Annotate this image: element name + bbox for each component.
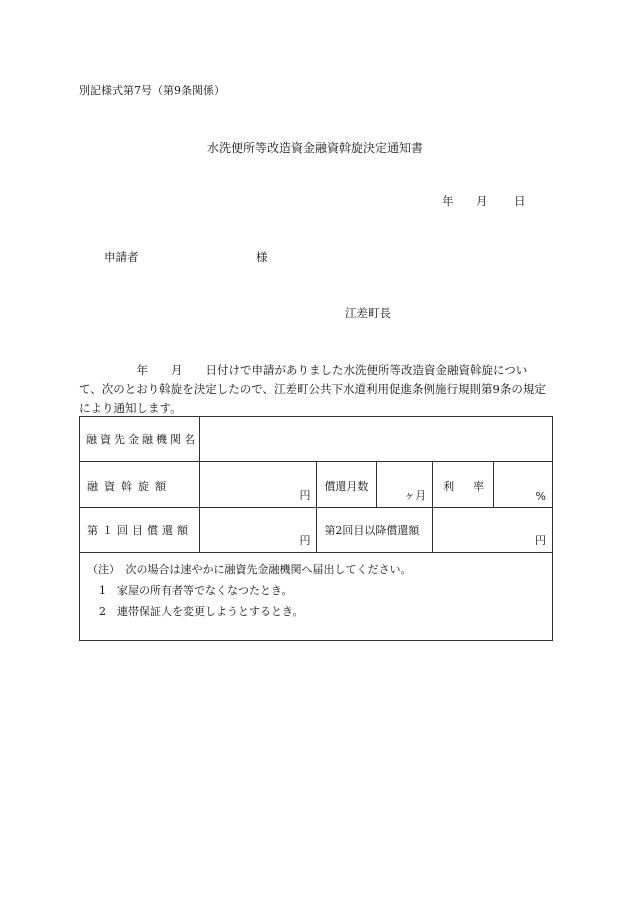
second-repay-label: 第2回目以降償還額	[317, 508, 433, 553]
body-line-3: により通知します。	[79, 401, 182, 415]
months-unit: ヶ月	[404, 489, 427, 502]
note-head: （注） 次の場合は速やかに融資先金融機関へ届出してください。	[87, 563, 412, 576]
yen-unit: 円	[535, 534, 546, 547]
date-month: 月	[476, 194, 488, 208]
document-title: 水洗便所等改造資金融資斡旋決定通知書	[207, 141, 424, 155]
repay-months-value	[376, 462, 432, 508]
body-line-1: 年 月 日付けで申請がありました水洗便所等改造資金融資斡旋につい	[79, 363, 528, 377]
interest-value	[493, 462, 553, 508]
first-repay-value	[199, 508, 317, 553]
repay-months-label: 償還月数	[317, 462, 376, 508]
form-reference: 別記様式第7号（第9条関係）	[79, 84, 225, 97]
amount-value	[199, 462, 317, 508]
note-item: 1 家屋の所有者等でなくなつたとき。	[99, 584, 293, 597]
yen-unit: 円	[299, 534, 311, 547]
issuer: 江差町長	[345, 306, 391, 320]
first-repay-label: 第１回目償還額	[80, 508, 200, 553]
body-line-2: て、次のとおり斡旋を決定したので、江差町公共下水道利用促進条例施行規則第9条の規定	[79, 382, 546, 396]
amount-label: 融資斡旋額	[80, 462, 200, 508]
date-year: 年	[442, 194, 454, 208]
percent-unit: %	[535, 490, 546, 503]
honorific: 様	[256, 250, 268, 264]
note-item: 2 連帯保証人を変更しようとするとき。	[99, 605, 304, 618]
notes	[80, 553, 553, 641]
body-text	[79, 361, 554, 418]
date-day: 日	[514, 194, 526, 208]
loan-details-table	[79, 416, 553, 641]
institution-label: 融資先金融機関名	[80, 417, 200, 462]
second-repay-value	[433, 508, 553, 553]
applicant-label: 申請者	[104, 250, 139, 264]
institution-value	[199, 417, 552, 462]
date-line	[442, 193, 526, 209]
yen-unit: 円	[299, 489, 311, 502]
interest-label: 利 率	[433, 462, 493, 508]
